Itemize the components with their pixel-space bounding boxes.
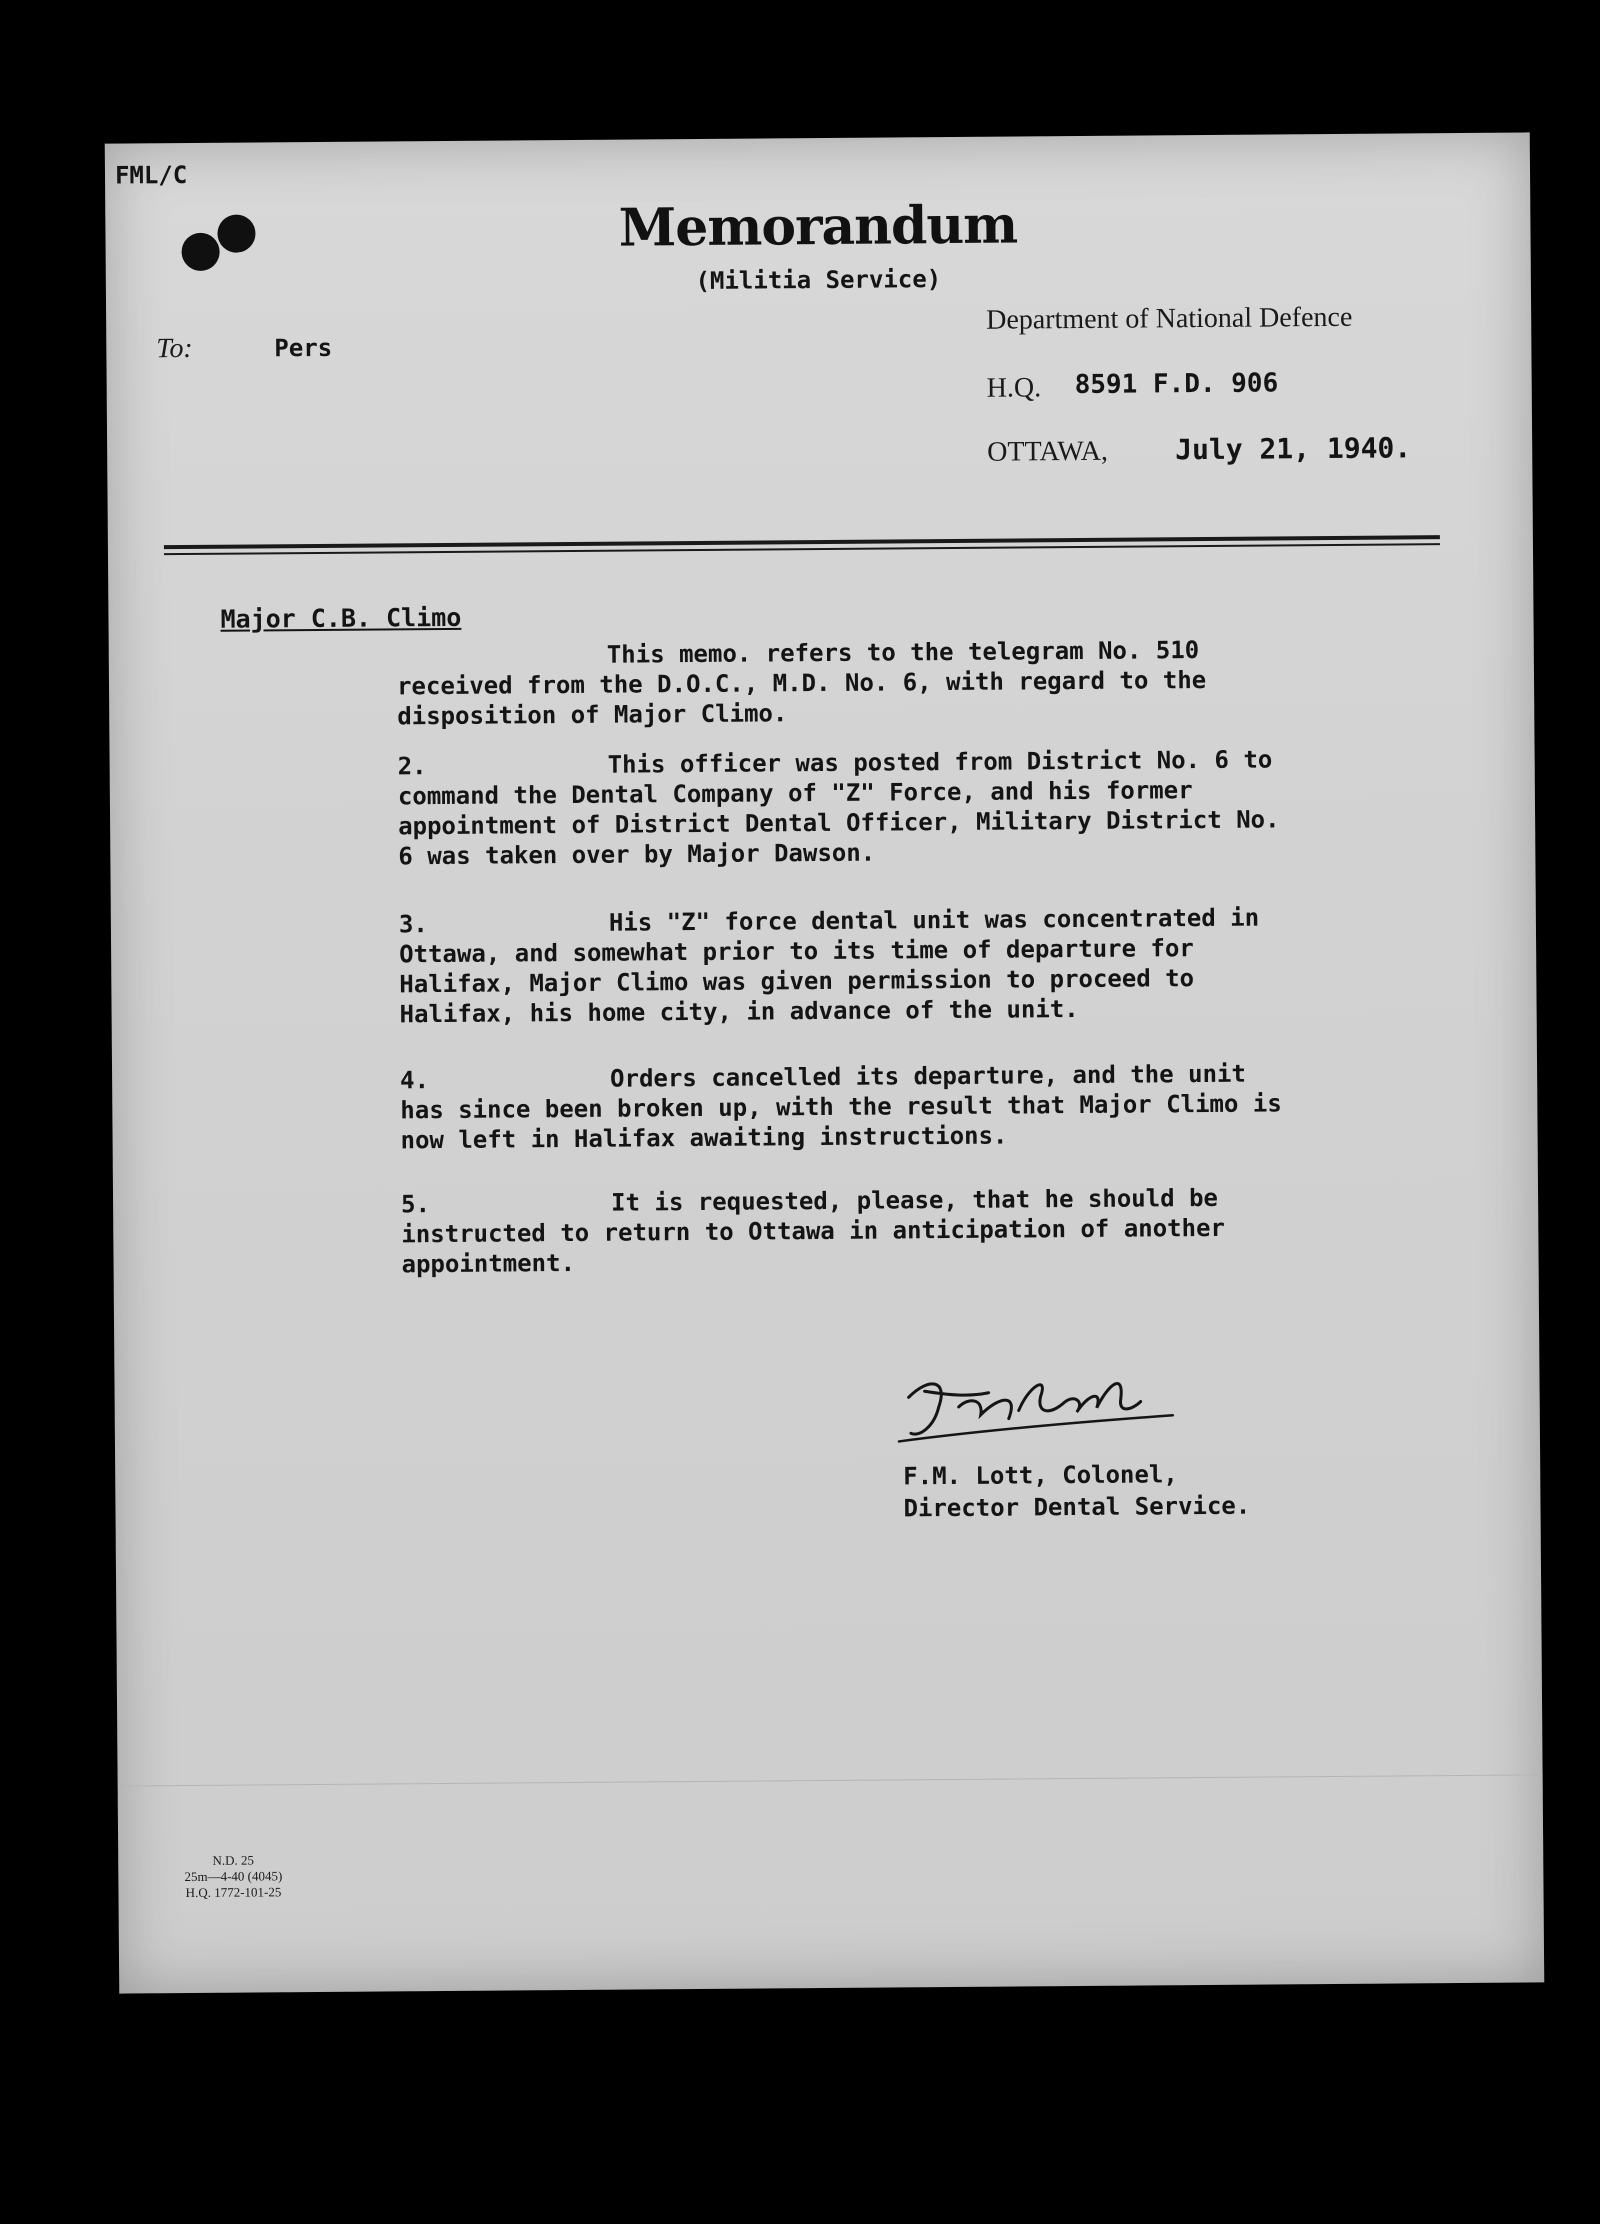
signatory-title: Director Dental Service. [903,1491,1251,1523]
form-number-line: H.Q. 1772-101-25 [185,1884,282,1901]
paragraph-4 [400,1058,1301,1155]
memorandum-page [105,132,1544,1993]
hq-file-number: 8591 F.D. 906 [1074,368,1279,401]
form-number-line: N.D. 25 [212,1852,255,1868]
form-number-block [158,1852,308,1901]
to-recipient: Pers [274,333,333,363]
memo-subtitle: (Militia Service) [695,265,942,295]
paragraph-3 [399,902,1300,1029]
signatory-name: F.M. Lott, Colonel, [903,1460,1178,1491]
paragraph-2 [398,744,1299,871]
city-label: OTTAWA, [987,435,1109,468]
footer-rule [118,1774,1543,1786]
to-label: To: [156,332,193,365]
memo-subject: Major C.B. Climo [220,602,462,634]
paragraph-number: 2. [397,752,427,781]
reference-code: FML/C [114,160,188,190]
paragraph-number: 5. [400,1190,431,1219]
memo-title: Memorandum [618,194,1018,259]
paragraph-5 [401,1182,1302,1279]
paragraph-text: His "Z" force dental unit was concentrated in Ottawa, and somewhat prior to its time of departure for Halifax, Major Climo was given permission to proceed to Halifax, his home city, in advance of the unit. [399,903,1260,1029]
paragraph-number: 3. [398,910,428,939]
paragraph-text: It is requested, please, that he should be instructed to return to Ottawa in anticipation of another appointment. [401,1183,1226,1279]
hq-label: H.Q. [986,372,1042,404]
paragraph-text: Orders cancelled its departure, and the unit has since been broken up, with the result that Major Climo is now left in Halifax awaiting instructions. [400,1059,1282,1155]
handwritten-signature [888,1365,1179,1447]
memo-date: July 21, 1940. [1175,431,1412,467]
form-number-line: 25m—4-40 (4045) [184,1868,283,1885]
paragraph-number: 4. [400,1066,430,1095]
header-divider [164,535,1440,549]
paragraph-1: This memo. refers to the telegram No. 510 received from the D.O.C., M.D. No. 6, with regard to the disposition of Major Climo. [396,636,1207,731]
department-name: Department of National Defence [986,301,1353,336]
paragraph-text: This officer was posted from District No. 6 to command the Dental Company of "Z" Force, and his former appointment of District Dental Officer, Military District No. 6 was taken over by Major Dawson. [397,745,1280,871]
